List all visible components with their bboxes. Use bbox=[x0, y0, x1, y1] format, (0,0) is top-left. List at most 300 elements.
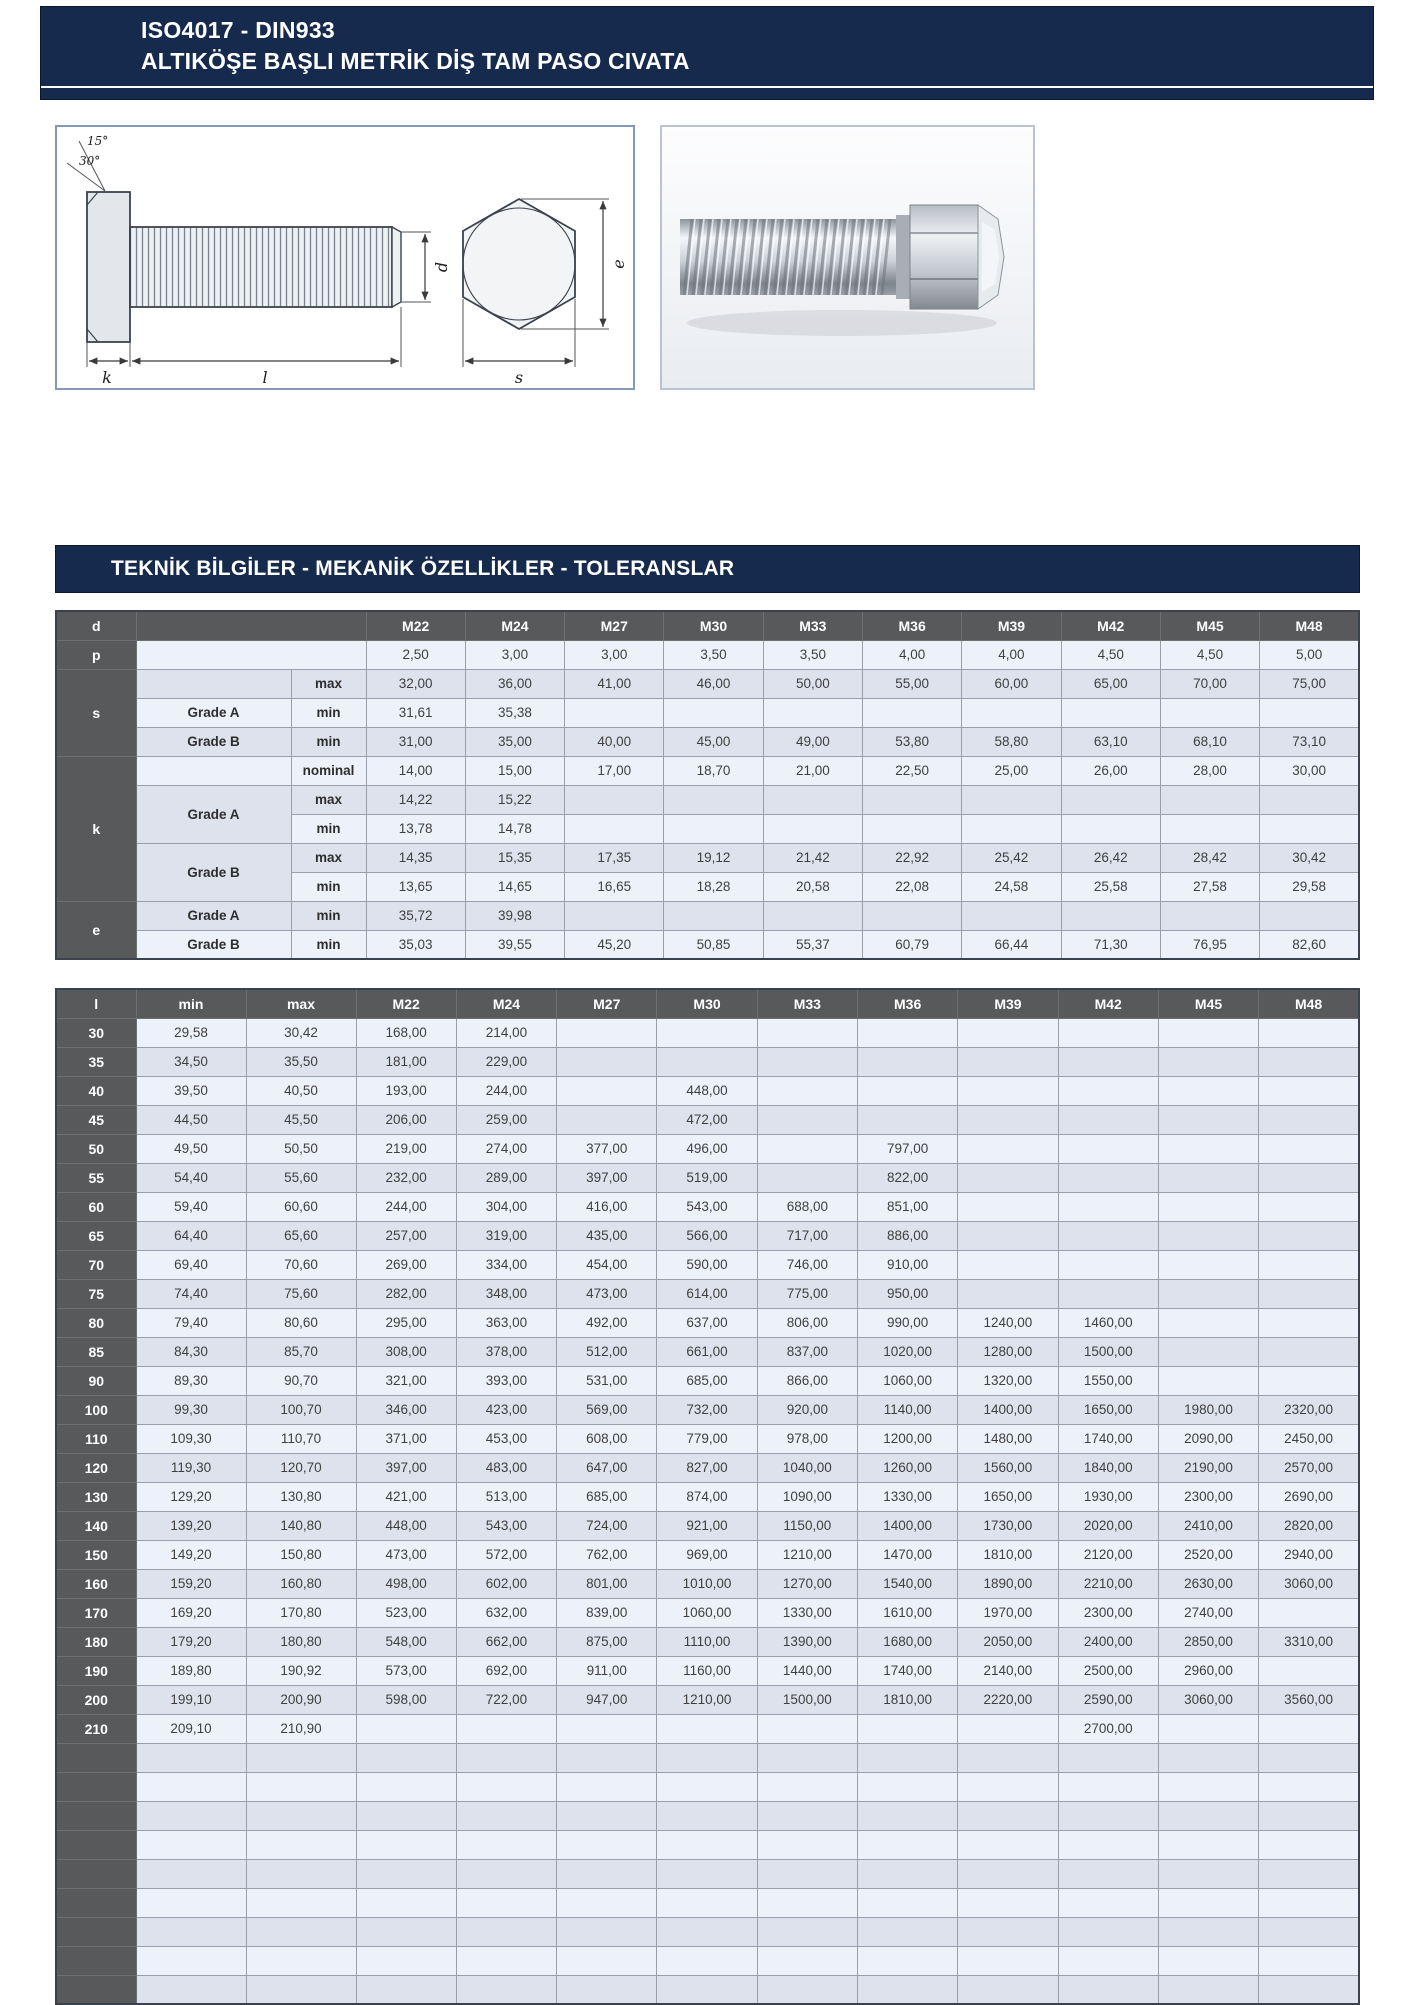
value-cell bbox=[356, 1801, 456, 1830]
value-cell: 28,42 bbox=[1160, 843, 1259, 872]
value-cell bbox=[657, 1772, 757, 1801]
min-column-header: min bbox=[136, 989, 246, 1018]
length-row-empty bbox=[56, 1946, 1359, 1975]
value-cell: 1060,00 bbox=[857, 1366, 957, 1395]
value-cell: 632,00 bbox=[456, 1598, 556, 1627]
value-cell bbox=[1259, 1308, 1359, 1337]
value-cell: 397,00 bbox=[356, 1453, 456, 1482]
min-cell: 109,30 bbox=[136, 1424, 246, 1453]
length-label: 70 bbox=[56, 1250, 136, 1279]
value-cell: 55,37 bbox=[763, 930, 862, 959]
value-cell: 321,00 bbox=[356, 1366, 456, 1395]
dimension-header-row bbox=[56, 611, 1359, 640]
length-row-empty bbox=[56, 1830, 1359, 1859]
value-cell: 244,00 bbox=[356, 1192, 456, 1221]
value-cell bbox=[958, 1279, 1058, 1308]
value-cell bbox=[1259, 1946, 1359, 1975]
value-cell: 911,00 bbox=[557, 1656, 657, 1685]
bolt-photo-panel bbox=[660, 125, 1035, 390]
limit-cell: min bbox=[291, 727, 366, 756]
value-cell: 14,35 bbox=[366, 843, 465, 872]
length-row-empty bbox=[56, 1917, 1359, 1946]
dim-label-e: e bbox=[609, 259, 628, 269]
value-cell: 214,00 bbox=[456, 1018, 556, 1047]
value-cell bbox=[356, 1946, 456, 1975]
length-row bbox=[56, 1192, 1359, 1221]
value-cell: 60,00 bbox=[962, 669, 1061, 698]
value-cell bbox=[1158, 1337, 1258, 1366]
value-cell: 21,00 bbox=[763, 756, 862, 785]
technical-drawing-panel bbox=[55, 125, 635, 390]
value-cell bbox=[763, 814, 862, 843]
length-label: 190 bbox=[56, 1656, 136, 1685]
value-cell: 4,00 bbox=[862, 640, 961, 669]
value-cell bbox=[757, 1830, 857, 1859]
value-cell bbox=[958, 1830, 1058, 1859]
value-cell: 2300,00 bbox=[1158, 1482, 1258, 1511]
length-row bbox=[56, 1134, 1359, 1163]
length-label: 200 bbox=[56, 1685, 136, 1714]
min-cell: 139,20 bbox=[136, 1511, 246, 1540]
min-cell: 119,30 bbox=[136, 1453, 246, 1482]
value-cell: 76,95 bbox=[1160, 930, 1259, 959]
max-cell: 55,60 bbox=[246, 1163, 356, 1192]
grade-cell: Grade B bbox=[136, 930, 291, 959]
value-cell: 1980,00 bbox=[1158, 1395, 1258, 1424]
min-cell bbox=[136, 1946, 246, 1975]
value-cell bbox=[1158, 1830, 1258, 1859]
dimension-row bbox=[56, 727, 1359, 756]
size-column-header: M33 bbox=[763, 611, 862, 640]
max-cell: 40,50 bbox=[246, 1076, 356, 1105]
value-cell bbox=[456, 1859, 556, 1888]
value-cell bbox=[1259, 1134, 1359, 1163]
value-cell: 1110,00 bbox=[657, 1627, 757, 1656]
value-cell bbox=[857, 1018, 957, 1047]
value-cell bbox=[1259, 1366, 1359, 1395]
size-column-header: M39 bbox=[958, 989, 1058, 1018]
min-cell bbox=[136, 1888, 246, 1917]
value-cell: 17,35 bbox=[565, 843, 664, 872]
value-cell bbox=[1058, 1134, 1158, 1163]
length-label: 40 bbox=[56, 1076, 136, 1105]
value-cell: 1270,00 bbox=[757, 1569, 857, 1598]
max-cell: 180,80 bbox=[246, 1627, 356, 1656]
value-cell bbox=[657, 1018, 757, 1047]
value-cell bbox=[857, 1743, 957, 1772]
value-cell: 874,00 bbox=[657, 1482, 757, 1511]
value-cell bbox=[657, 1801, 757, 1830]
value-cell: 346,00 bbox=[356, 1395, 456, 1424]
value-cell: 25,00 bbox=[962, 756, 1061, 785]
value-cell bbox=[1158, 1250, 1258, 1279]
bolt-photo-illustration bbox=[680, 205, 1004, 309]
value-cell bbox=[356, 1714, 456, 1743]
value-cell: 2140,00 bbox=[958, 1656, 1058, 1685]
value-cell bbox=[1158, 1917, 1258, 1946]
length-label: 120 bbox=[56, 1453, 136, 1482]
value-cell: 68,10 bbox=[1160, 727, 1259, 756]
value-cell: 3,00 bbox=[565, 640, 664, 669]
value-cell: 18,70 bbox=[664, 756, 763, 785]
length-row bbox=[56, 1250, 1359, 1279]
limit-cell: min bbox=[291, 872, 366, 901]
value-cell: 1460,00 bbox=[1058, 1308, 1158, 1337]
size-column-header: M48 bbox=[1260, 611, 1359, 640]
value-cell: 46,00 bbox=[664, 669, 763, 698]
limit-cell: max bbox=[291, 843, 366, 872]
size-column-header: M27 bbox=[557, 989, 657, 1018]
value-cell: 229,00 bbox=[456, 1047, 556, 1076]
value-cell bbox=[557, 1018, 657, 1047]
max-cell bbox=[246, 1801, 356, 1830]
value-cell bbox=[664, 814, 763, 843]
value-cell: 39,98 bbox=[465, 901, 564, 930]
dimension-table bbox=[55, 610, 1360, 960]
value-cell: 573,00 bbox=[356, 1656, 456, 1685]
value-cell bbox=[557, 1047, 657, 1076]
min-cell: 179,20 bbox=[136, 1627, 246, 1656]
length-label bbox=[56, 1859, 136, 1888]
value-cell: 448,00 bbox=[657, 1076, 757, 1105]
value-cell: 1740,00 bbox=[857, 1656, 957, 1685]
value-cell: 257,00 bbox=[356, 1221, 456, 1250]
value-cell: 168,00 bbox=[356, 1018, 456, 1047]
value-cell: 512,00 bbox=[557, 1337, 657, 1366]
value-cell: 1330,00 bbox=[757, 1598, 857, 1627]
value-cell: 969,00 bbox=[657, 1540, 757, 1569]
value-cell bbox=[958, 1946, 1058, 1975]
value-cell bbox=[862, 785, 961, 814]
min-cell: 189,80 bbox=[136, 1656, 246, 1685]
value-cell bbox=[557, 1917, 657, 1946]
max-cell: 45,50 bbox=[246, 1105, 356, 1134]
value-cell: 16,65 bbox=[565, 872, 664, 901]
value-cell: 851,00 bbox=[857, 1192, 957, 1221]
value-cell: 2,50 bbox=[366, 640, 465, 669]
value-cell bbox=[958, 1105, 1058, 1134]
value-cell: 65,00 bbox=[1061, 669, 1160, 698]
section-header-bar bbox=[55, 545, 1360, 593]
length-row bbox=[56, 1656, 1359, 1685]
value-cell bbox=[1058, 1047, 1158, 1076]
value-cell: 1930,00 bbox=[1058, 1482, 1158, 1511]
value-cell bbox=[757, 1743, 857, 1772]
value-cell bbox=[763, 901, 862, 930]
grade-cell bbox=[136, 669, 291, 698]
value-cell: 378,00 bbox=[456, 1337, 556, 1366]
value-cell: 543,00 bbox=[657, 1192, 757, 1221]
max-cell: 100,70 bbox=[246, 1395, 356, 1424]
value-cell bbox=[1058, 1192, 1158, 1221]
min-cell bbox=[136, 1917, 246, 1946]
value-cell: 1140,00 bbox=[857, 1395, 957, 1424]
product-name: ALTIKÖŞE BAŞLI METRİK DİŞ TAM PASO CIVATA bbox=[141, 48, 690, 74]
min-cell bbox=[136, 1801, 246, 1830]
length-label: 170 bbox=[56, 1598, 136, 1627]
value-cell: 22,50 bbox=[862, 756, 961, 785]
max-column-header: max bbox=[246, 989, 356, 1018]
value-cell: 1970,00 bbox=[958, 1598, 1058, 1627]
value-cell bbox=[1260, 814, 1359, 843]
value-cell bbox=[657, 1743, 757, 1772]
value-cell: 801,00 bbox=[557, 1569, 657, 1598]
value-cell: 598,00 bbox=[356, 1685, 456, 1714]
value-cell: 688,00 bbox=[757, 1192, 857, 1221]
value-cell bbox=[857, 1859, 957, 1888]
max-cell: 150,80 bbox=[246, 1540, 356, 1569]
value-cell bbox=[757, 1714, 857, 1743]
value-cell bbox=[456, 1714, 556, 1743]
value-cell: 3310,00 bbox=[1259, 1627, 1359, 1656]
max-cell: 65,60 bbox=[246, 1221, 356, 1250]
value-cell bbox=[657, 1830, 757, 1859]
min-cell: 69,40 bbox=[136, 1250, 246, 1279]
value-cell: 717,00 bbox=[757, 1221, 857, 1250]
value-cell: 1390,00 bbox=[757, 1627, 857, 1656]
min-cell: 39,50 bbox=[136, 1076, 246, 1105]
min-cell: 49,50 bbox=[136, 1134, 246, 1163]
value-cell bbox=[356, 1859, 456, 1888]
min-cell bbox=[136, 1830, 246, 1859]
value-cell: 35,00 bbox=[465, 727, 564, 756]
value-cell bbox=[958, 1917, 1058, 1946]
length-row bbox=[56, 1685, 1359, 1714]
value-cell bbox=[1058, 1859, 1158, 1888]
value-cell: 1500,00 bbox=[1058, 1337, 1158, 1366]
value-cell: 1740,00 bbox=[1058, 1424, 1158, 1453]
value-cell bbox=[958, 1134, 1058, 1163]
value-cell: 40,00 bbox=[565, 727, 664, 756]
value-cell: 2320,00 bbox=[1259, 1395, 1359, 1424]
value-cell: 1240,00 bbox=[958, 1308, 1058, 1337]
value-cell: 2220,00 bbox=[958, 1685, 1058, 1714]
max-cell: 130,80 bbox=[246, 1482, 356, 1511]
length-row-empty bbox=[56, 1859, 1359, 1888]
value-cell: 21,42 bbox=[763, 843, 862, 872]
length-label: 110 bbox=[56, 1424, 136, 1453]
value-cell: 496,00 bbox=[657, 1134, 757, 1163]
length-row bbox=[56, 1511, 1359, 1540]
value-cell: 29,58 bbox=[1260, 872, 1359, 901]
value-cell: 602,00 bbox=[456, 1569, 556, 1598]
value-cell: 839,00 bbox=[557, 1598, 657, 1627]
value-cell: 4,50 bbox=[1160, 640, 1259, 669]
value-cell: 2590,00 bbox=[1058, 1685, 1158, 1714]
value-cell: 244,00 bbox=[456, 1076, 556, 1105]
value-cell: 1440,00 bbox=[757, 1656, 857, 1685]
value-cell bbox=[757, 1105, 857, 1134]
value-cell: 2850,00 bbox=[1158, 1627, 1258, 1656]
dimension-row bbox=[56, 640, 1359, 669]
value-cell: 363,00 bbox=[456, 1308, 556, 1337]
bolt-photo-svg bbox=[662, 127, 1033, 388]
value-cell: 32,00 bbox=[366, 669, 465, 698]
length-label: 150 bbox=[56, 1540, 136, 1569]
value-cell: 15,22 bbox=[465, 785, 564, 814]
max-cell: 85,70 bbox=[246, 1337, 356, 1366]
length-table-head bbox=[56, 989, 1359, 1018]
value-cell: 393,00 bbox=[456, 1366, 556, 1395]
length-row bbox=[56, 1395, 1359, 1424]
value-cell bbox=[1158, 1714, 1258, 1743]
value-cell: 232,00 bbox=[356, 1163, 456, 1192]
length-row-empty bbox=[56, 1888, 1359, 1917]
value-cell bbox=[565, 785, 664, 814]
dimension-row bbox=[56, 930, 1359, 959]
value-cell: 58,80 bbox=[962, 727, 1061, 756]
value-cell: 453,00 bbox=[456, 1424, 556, 1453]
min-cell: 34,50 bbox=[136, 1047, 246, 1076]
value-cell bbox=[557, 1830, 657, 1859]
value-cell: 63,10 bbox=[1061, 727, 1160, 756]
value-cell: 2570,00 bbox=[1259, 1453, 1359, 1482]
max-cell: 120,70 bbox=[246, 1453, 356, 1482]
limit-cell: min bbox=[291, 698, 366, 727]
value-cell bbox=[557, 1076, 657, 1105]
value-cell: 348,00 bbox=[456, 1279, 556, 1308]
length-row bbox=[56, 1105, 1359, 1134]
length-label: 35 bbox=[56, 1047, 136, 1076]
value-cell bbox=[757, 1917, 857, 1946]
value-cell: 259,00 bbox=[456, 1105, 556, 1134]
min-cell: 199,10 bbox=[136, 1685, 246, 1714]
value-cell bbox=[1158, 1801, 1258, 1830]
value-cell: 24,58 bbox=[962, 872, 1061, 901]
standard-code: ISO4017 - DIN933 bbox=[141, 17, 336, 43]
value-cell bbox=[1259, 1221, 1359, 1250]
min-cell: 99,30 bbox=[136, 1395, 246, 1424]
value-cell: 806,00 bbox=[757, 1308, 857, 1337]
section-title: TEKNİK BİLGİLER - MEKANİK ÖZELLİKLER - TOLERANSLAR bbox=[111, 557, 735, 580]
value-cell bbox=[1058, 1917, 1158, 1946]
value-cell: 866,00 bbox=[757, 1366, 857, 1395]
length-row-empty bbox=[56, 1743, 1359, 1772]
value-cell bbox=[763, 785, 862, 814]
value-cell bbox=[1158, 1743, 1258, 1772]
min-cell: 149,20 bbox=[136, 1540, 246, 1569]
length-label: 160 bbox=[56, 1569, 136, 1598]
min-cell: 169,20 bbox=[136, 1598, 246, 1627]
value-cell: 1210,00 bbox=[757, 1540, 857, 1569]
value-cell: 423,00 bbox=[456, 1395, 556, 1424]
value-cell: 15,00 bbox=[465, 756, 564, 785]
value-cell: 3,50 bbox=[763, 640, 862, 669]
value-cell bbox=[456, 1946, 556, 1975]
value-cell bbox=[1259, 1337, 1359, 1366]
length-header-row bbox=[56, 989, 1359, 1018]
value-cell bbox=[557, 1772, 657, 1801]
value-cell bbox=[1058, 1946, 1158, 1975]
value-cell: 746,00 bbox=[757, 1250, 857, 1279]
max-cell bbox=[246, 1946, 356, 1975]
value-cell: 543,00 bbox=[456, 1511, 556, 1540]
value-cell bbox=[456, 1772, 556, 1801]
value-cell bbox=[1158, 1279, 1258, 1308]
value-cell: 2400,00 bbox=[1058, 1627, 1158, 1656]
value-cell: 26,42 bbox=[1061, 843, 1160, 872]
value-cell bbox=[1158, 1192, 1258, 1221]
dim-label-s: s bbox=[514, 368, 524, 387]
value-cell bbox=[857, 1946, 957, 1975]
max-cell: 50,50 bbox=[246, 1134, 356, 1163]
value-cell bbox=[763, 698, 862, 727]
value-cell: 1060,00 bbox=[657, 1598, 757, 1627]
value-cell: 45,00 bbox=[664, 727, 763, 756]
min-cell bbox=[136, 1743, 246, 1772]
value-cell: 334,00 bbox=[456, 1250, 556, 1279]
size-column-header: M24 bbox=[465, 611, 564, 640]
value-cell: 282,00 bbox=[356, 1279, 456, 1308]
value-cell bbox=[1158, 1366, 1258, 1395]
value-cell bbox=[1259, 1076, 1359, 1105]
max-cell: 190,92 bbox=[246, 1656, 356, 1685]
value-cell bbox=[958, 1163, 1058, 1192]
value-cell: 71,30 bbox=[1061, 930, 1160, 959]
value-cell: 2740,00 bbox=[1158, 1598, 1258, 1627]
value-cell: 2630,00 bbox=[1158, 1569, 1258, 1598]
value-cell: 45,20 bbox=[565, 930, 664, 959]
value-cell: 724,00 bbox=[557, 1511, 657, 1540]
length-table bbox=[55, 988, 1360, 2005]
value-cell bbox=[664, 901, 763, 930]
value-cell bbox=[857, 1830, 957, 1859]
value-cell: 435,00 bbox=[557, 1221, 657, 1250]
length-label: 75 bbox=[56, 1279, 136, 1308]
value-cell: 2500,00 bbox=[1058, 1656, 1158, 1685]
value-cell: 685,00 bbox=[657, 1366, 757, 1395]
value-cell: 685,00 bbox=[557, 1482, 657, 1511]
value-cell: 1150,00 bbox=[757, 1511, 857, 1540]
value-cell: 1040,00 bbox=[757, 1453, 857, 1482]
value-cell bbox=[1158, 1018, 1258, 1047]
size-column-header: M36 bbox=[862, 611, 961, 640]
param-label: k bbox=[56, 756, 136, 901]
value-cell: 3560,00 bbox=[1259, 1685, 1359, 1714]
value-cell: 2690,00 bbox=[1259, 1482, 1359, 1511]
value-cell bbox=[1260, 901, 1359, 930]
length-row bbox=[56, 1540, 1359, 1569]
value-cell bbox=[557, 1888, 657, 1917]
length-row-empty bbox=[56, 1801, 1359, 1830]
max-cell: 170,80 bbox=[246, 1598, 356, 1627]
grade-cell: Grade B bbox=[136, 843, 291, 901]
value-cell: 2090,00 bbox=[1158, 1424, 1258, 1453]
value-cell bbox=[657, 1714, 757, 1743]
value-cell bbox=[1259, 1279, 1359, 1308]
value-cell: 35,38 bbox=[465, 698, 564, 727]
length-label: 60 bbox=[56, 1192, 136, 1221]
size-column-header: M48 bbox=[1259, 989, 1359, 1018]
value-cell bbox=[1158, 1105, 1258, 1134]
value-cell: 886,00 bbox=[857, 1221, 957, 1250]
value-cell: 82,60 bbox=[1260, 930, 1359, 959]
value-cell: 50,00 bbox=[763, 669, 862, 698]
value-cell bbox=[958, 1192, 1058, 1221]
value-cell: 569,00 bbox=[557, 1395, 657, 1424]
limit-cell: max bbox=[291, 669, 366, 698]
size-column-header: M22 bbox=[356, 989, 456, 1018]
limit-cell: nominal bbox=[291, 756, 366, 785]
value-cell: 3060,00 bbox=[1158, 1685, 1258, 1714]
value-cell: 1650,00 bbox=[958, 1482, 1058, 1511]
value-cell: 19,12 bbox=[664, 843, 763, 872]
value-cell bbox=[958, 1888, 1058, 1917]
value-cell bbox=[557, 1946, 657, 1975]
value-cell: 779,00 bbox=[657, 1424, 757, 1453]
min-cell: 54,40 bbox=[136, 1163, 246, 1192]
value-cell: 2820,00 bbox=[1259, 1511, 1359, 1540]
